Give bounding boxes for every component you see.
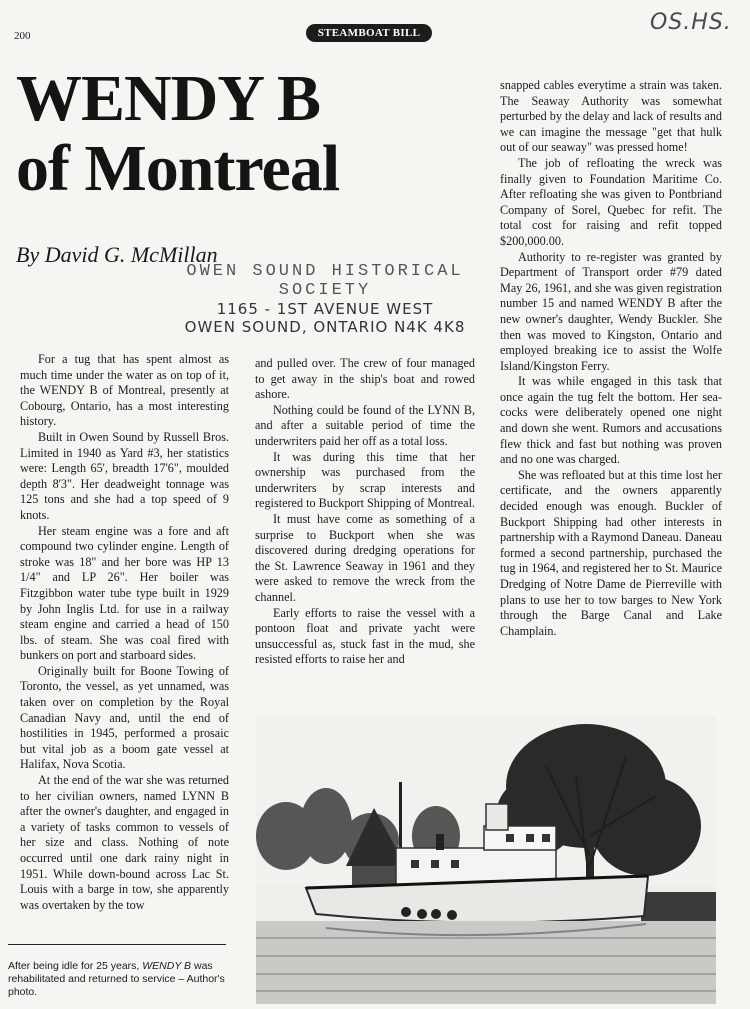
- caption-vessel-name: WENDY B: [142, 960, 192, 972]
- paragraph: She was refloated but at this time lost her certificate, and the owners apparently decided enough was enough. Buckler of Buckport Shipping had other interests in partnership with a Raymond Daneau. Daneau formed a second partnership, purchased the tug in 1964, and registered her to St. Maurice Dredging of Notre Dame de Pierreville with plans to use her to tow barges to New York through the Barge Canal and Lake Champlain.: [500, 467, 723, 638]
- article-column-2: [255, 356, 475, 668]
- paragraph: Early efforts to raise the vessel with a pontoon float and private yacht were unsuccessful as, stuck fast in the mud, she resisted efforts to raise her and: [255, 605, 475, 667]
- stamp-line-1: OWEN SOUND HISTORICAL SOCIETY: [186, 262, 464, 300]
- caption-rule: [8, 944, 226, 945]
- paragraph: Originally built for Boone Towing of Toronto, the vessel, as yet unnamed, was taken over on completion by the Royal Canadian Navy and, until the end of hostilities in 1945, performed a prosaic but vital job as a boom gate vessel at Halifax, Nova Scotia.: [20, 663, 229, 772]
- article-title: [16, 64, 456, 204]
- paragraph: It was while engaged in this task that once again the tug felt the bottom. Her sea-cocks were deliberately opened one night and down she went. Rumors and accusations flew thick and fast but nothing was proven and no one was charged.: [500, 374, 722, 467]
- paragraph: and pulled over. The crew of four managed to get away in the ship's boat and rowed ashore.: [255, 356, 475, 402]
- stamp-line-3: OWEN SOUND, ONTARIO N4K 4K8: [184, 318, 466, 336]
- tugboat-photo: [256, 716, 716, 1004]
- title-line-2: of Montreal: [16, 132, 340, 205]
- paragraph: snapped cables everytime a strain was taken. The Seaway Authority was somewhat perturbed by the delay and lack of results and we can imagine the message "get that hulk out of our seaway" was pressed home!: [500, 78, 723, 155]
- publication-header-badge: STEAMBOAT BILL: [306, 24, 432, 42]
- paragraph: For a tug that has spent almost as much time under the water as on top of it, the WENDY B of Montreal, presently at Cobourg, Ontario, has a most interesting history.: [20, 352, 229, 429]
- stamp-line-2: 1165 - 1ST AVENUE WEST: [216, 300, 434, 318]
- paragraph: Authority to re-register was granted by Department of Transport order #79 dated May 26, 1961, and she was given registration number 15 and named WENDY B after the new owner's daughter, Wendy Buckler. She then was moved to Kingston, Ontario and employed breaking ice to assist the Wolfe Island/Kingston Ferry.: [500, 249, 722, 373]
- handwritten-note: OS.HS.: [650, 10, 732, 35]
- article-column-1: [20, 352, 229, 913]
- page-number: 200: [14, 30, 31, 42]
- paragraph: It must have come as something of a surprise to Buckport when she was discovered during dredging operations for the St. Lawrence Seaway in 1961 and they were asked to remove the wreck from the channel.: [255, 511, 475, 604]
- paragraph: It was during this time that her ownership was purchased from the underwriters by scrap interests and registered to Buckport Shipping of Montreal.: [255, 449, 476, 511]
- caption-text-after: was rehabilitated and returned to service – Author's photo.: [8, 960, 225, 998]
- paragraph: At the end of the war she was returned to her civilian owners, named LYNN B after the owner's daughter, and engaged in a variety of tasks common to vessels of her size and class. Nothing of note occurred until one dark rainy night in 1951. While down-bound across Lac St. Louis with a barge in tow, she apparently was overtaken by the tow: [20, 773, 229, 912]
- paragraph: Built in Owen Sound by Russell Bros. Limited in 1940 as Yard #3, her statistics were: Length 65', breadth 17'6", moulded depth 8'3". Her deadweight tonnage was 125 tons and she had a top speed of 9 knots.: [20, 429, 229, 522]
- byline: By David G. McMillan: [16, 242, 218, 267]
- paragraph: Nothing could be found of the LYNN B, and after a suitable period of time the underwriters paid her off as a total loss.: [255, 402, 475, 448]
- library-stamp: [160, 262, 490, 336]
- photo-caption: [8, 960, 230, 999]
- paragraph: The job of refloating the wreck was finally given to Foundation Maritime Co. After refloating she was given to Pontbriand Company of Sorel, Quebec for refit. The total cost for raising and refit topped $200,000.00.: [500, 155, 722, 248]
- title-line-1: WENDY B: [16, 62, 321, 135]
- paragraph: Her steam engine was a fore and aft compound two cylinder engine. Length of stroke was 18" and her bore was HP 13 1/4" and LP 26". Her boiler was Fitzgibbon water tube type built in 1929 by John Inglis Ltd. for use in a railway steam engine and carried a head of 150 lbs. of steam. She was coal fired with bunkers on port and starboard sides.: [20, 523, 229, 663]
- article-column-3: [500, 78, 722, 639]
- caption-text-before: After being idle for 25 years,: [8, 960, 143, 972]
